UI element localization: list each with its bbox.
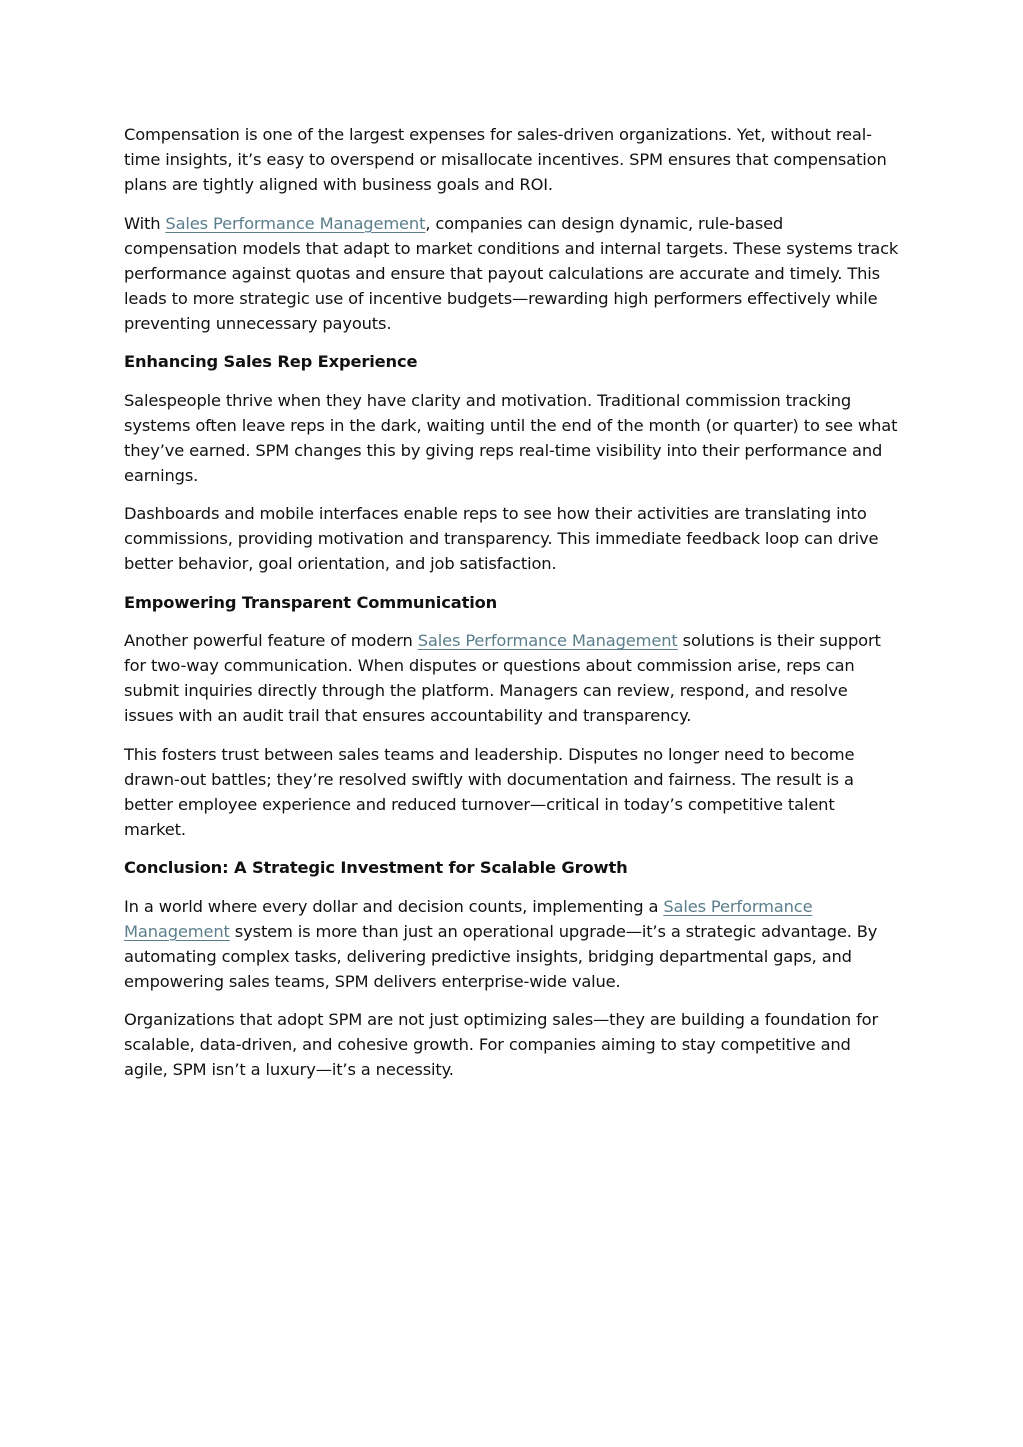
paragraph-text: solutions is their support for two-way communication. When disputes or questions about commission arise, reps can submit inquiries directly through the platform. Managers can review, respond, and resolve issues with an audit trail that ensures accountability and transparency. bbox=[124, 631, 881, 725]
sales-performance-management-link[interactable]: Sales Performance Management bbox=[165, 213, 426, 233]
paragraph-fosters-trust: This fosters trust between sales teams and leadership. Disputes no longer need to become drawn-out battles; they’re resolved swiftly with documentation and fairness. The result is a better employee experience and reduced turnover—critical in today’s competitive talent market. bbox=[124, 744, 855, 839]
paragraph-organizations-adopt: Organizations that adopt SPM are not just optimizing sales—they are building a foundation for scalable, data-driven, and cohesive growth. For companies aiming to stay competitive and agile, SPM isn’t a luxury—it’s a necessity. bbox=[124, 1010, 879, 1079]
paragraph-text: In a world where every dollar and decision counts, implementing a bbox=[124, 896, 664, 916]
paragraph-text: Another powerful feature of modern bbox=[124, 631, 418, 650]
paragraph-conclusion bbox=[124, 894, 899, 994]
paragraph-spm-compensation-models bbox=[124, 211, 899, 336]
heading-sales-rep-experience: Enhancing Sales Rep Experience bbox=[124, 352, 418, 371]
document-page bbox=[124, 122, 899, 1096]
paragraph-two-way-communication bbox=[124, 628, 899, 728]
paragraph-text: With bbox=[124, 213, 166, 233]
heading-conclusion: Conclusion: A Strategic Investment for Scalable Growth bbox=[124, 858, 628, 877]
sales-performance-management-link[interactable]: Sales Performance Management bbox=[124, 896, 813, 941]
paragraph-text: , companies can design dynamic, rule-based compensation models that adapt to market conditions and internal targets. These systems track performance against quotas and ensure that payout calculations are accurate and timely. This leads to more strategic use of incentive budgets—rewarding high performers effectively while preventing unnecessary payouts. bbox=[124, 213, 899, 333]
paragraph-compensation-intro: Compensation is one of the largest expenses for sales-driven organizations. Yet, without real-time insights, it’s easy to overspend or misallocate incentives. SPM ensures that compensation plans are tightly aligned with business goals and ROI. bbox=[124, 125, 887, 194]
sales-performance-management-link[interactable]: Sales Performance Management bbox=[417, 631, 678, 650]
paragraph-salespeople-clarity: Salespeople thrive when they have clarity and motivation. Traditional commission tracking systems often leave reps in the dark, waiting until the end of the month (or quarter) to see what they’ve earned. SPM changes this by giving reps real-time visibility into their performance and earnings. bbox=[124, 390, 898, 485]
paragraph-text: system is more than just an operational upgrade—it’s a strategic advantage. By automating complex tasks, delivering predictive insights, bridging departmental gaps, and empowering sales teams, SPM delivers enterprise-wide value. bbox=[124, 921, 878, 991]
heading-transparent-communication: Empowering Transparent Communication bbox=[124, 592, 498, 612]
paragraph-dashboards: Dashboards and mobile interfaces enable reps to see how their activities are translating into commissions, providing motivation and transparency. This immediate feedback loop can drive better behavior, goal orientation, and job satisfaction. bbox=[124, 504, 879, 573]
